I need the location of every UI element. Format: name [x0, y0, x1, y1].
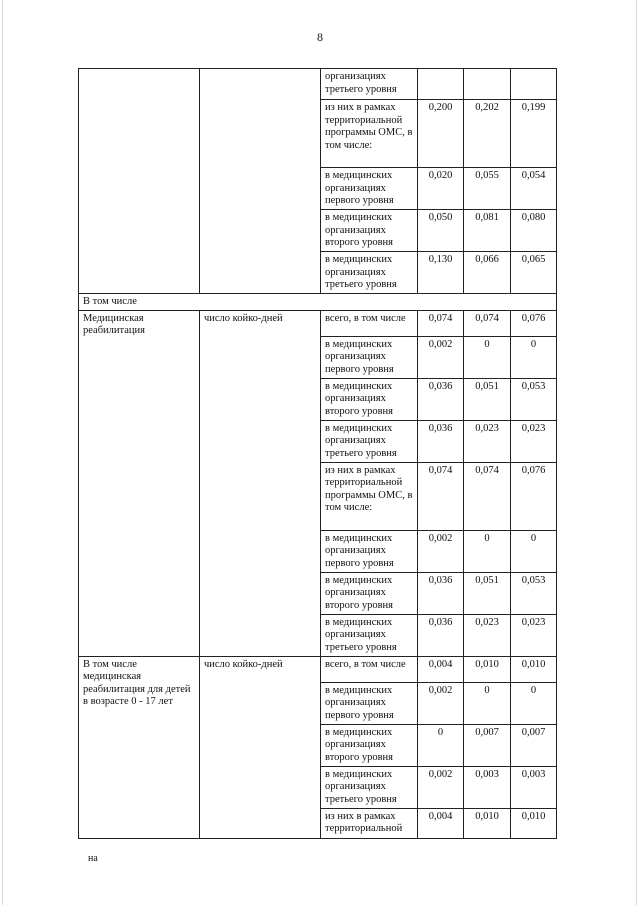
footer-note: на: [88, 853, 98, 864]
value-year-2: 0,010: [464, 808, 511, 838]
row-description: в медицинских организациях второго уровня: [321, 378, 418, 420]
value-year-2: 0,007: [464, 724, 511, 766]
value-year-1: 0,004: [418, 808, 464, 838]
value-year-1: 0,002: [418, 682, 464, 724]
section-label: В том числе: [79, 294, 557, 311]
indicator-label: В том числе медицинская реабилитация для детей в возрасте 0 - 17 лет: [79, 656, 200, 838]
row-description: в медицинских организациях первого уровня: [321, 168, 418, 210]
unit-label-empty: [200, 69, 321, 294]
top-block: [79, 69, 557, 294]
value-year-3: 0,076: [511, 310, 557, 336]
indicator-label-empty: [79, 69, 200, 294]
value-year-1: 0,036: [418, 420, 464, 462]
value-year-1: 0,002: [418, 530, 464, 572]
indicator-label: Медицинская реабилитация: [79, 310, 200, 656]
children-rehab-block: [79, 656, 557, 838]
value-year-3: 0,053: [511, 378, 557, 420]
value-year-3: 0,080: [511, 210, 557, 252]
value-year-3: 0,007: [511, 724, 557, 766]
value-year-2: 0: [464, 530, 511, 572]
value-year-1: 0,002: [418, 766, 464, 808]
row-description: в медицинских организациях третьего уровня: [321, 766, 418, 808]
row-description: в медицинских организациях первого уровня: [321, 336, 418, 378]
value-year-1: [418, 69, 464, 100]
value-year-3: 0,065: [511, 252, 557, 294]
row-description: из них в рамках территориальной программы ОМС, в том числе:: [321, 100, 418, 168]
value-year-3: 0: [511, 530, 557, 572]
value-year-1: 0: [418, 724, 464, 766]
value-year-2: 0: [464, 336, 511, 378]
unit-label: число койко-дней: [200, 656, 321, 838]
section-row: [79, 294, 557, 311]
value-year-3: 0,010: [511, 656, 557, 682]
value-year-3: 0: [511, 336, 557, 378]
value-year-1: 0,036: [418, 572, 464, 614]
value-year-1: 0,020: [418, 168, 464, 210]
value-year-3: 0,023: [511, 614, 557, 656]
scan-edge-left: [2, 0, 3, 905]
value-year-1: 0,050: [418, 210, 464, 252]
value-year-3: 0,199: [511, 100, 557, 168]
table-row: [79, 69, 557, 100]
value-year-3: 0,076: [511, 462, 557, 530]
value-year-1: 0,130: [418, 252, 464, 294]
value-year-1: 0,036: [418, 614, 464, 656]
value-year-1: 0,004: [418, 656, 464, 682]
value-year-3: 0,003: [511, 766, 557, 808]
row-description: в медицинских организациях третьего уровня: [321, 614, 418, 656]
value-year-1: 0,200: [418, 100, 464, 168]
value-year-2: 0,010: [464, 656, 511, 682]
value-year-3: 0,054: [511, 168, 557, 210]
scan-edge-right: [636, 0, 637, 905]
row-description: в медицинских организациях второго уровня: [321, 724, 418, 766]
row-description: из них в рамках территориальной программы ОМС, в том числе:: [321, 462, 418, 530]
value-year-2: 0,023: [464, 614, 511, 656]
row-description: в медицинских организациях второго уровня: [321, 210, 418, 252]
row-description: в медицинских организациях второго уровня: [321, 572, 418, 614]
value-year-3: [511, 69, 557, 100]
table-row: [79, 310, 557, 336]
table-row: [79, 656, 557, 682]
row-description: в медицинских организациях третьего уровня: [321, 420, 418, 462]
value-year-2: 0,074: [464, 310, 511, 336]
value-year-3: 0,010: [511, 808, 557, 838]
value-year-2: [464, 69, 511, 100]
value-year-2: 0,055: [464, 168, 511, 210]
value-year-3: 0: [511, 682, 557, 724]
row-description: в медицинских организациях третьего уровня: [321, 252, 418, 294]
value-year-2: 0,051: [464, 572, 511, 614]
value-year-2: 0,023: [464, 420, 511, 462]
page-number: 8: [317, 30, 323, 44]
row-description: организациях третьего уровня: [321, 69, 418, 100]
value-year-2: 0,202: [464, 100, 511, 168]
value-year-2: 0,051: [464, 378, 511, 420]
value-year-2: 0,081: [464, 210, 511, 252]
row-description: в медицинских организациях первого уровня: [321, 682, 418, 724]
row-description: из них в рамках территориальной: [321, 808, 418, 838]
row-description: в медицинских организациях первого уровня: [321, 530, 418, 572]
value-year-1: 0,074: [418, 310, 464, 336]
value-year-2: 0: [464, 682, 511, 724]
row-description: всего, в том числе: [321, 310, 418, 336]
value-year-1: 0,036: [418, 378, 464, 420]
value-year-2: 0,074: [464, 462, 511, 530]
unit-label: число койко-дней: [200, 310, 321, 656]
rehab-block: [79, 310, 557, 656]
indicator-table: [78, 68, 557, 839]
section-row-group: [79, 294, 557, 311]
row-description: всего, в том числе: [321, 656, 418, 682]
value-year-3: 0,053: [511, 572, 557, 614]
value-year-3: 0,023: [511, 420, 557, 462]
value-year-2: 0,066: [464, 252, 511, 294]
value-year-1: 0,074: [418, 462, 464, 530]
value-year-2: 0,003: [464, 766, 511, 808]
value-year-1: 0,002: [418, 336, 464, 378]
